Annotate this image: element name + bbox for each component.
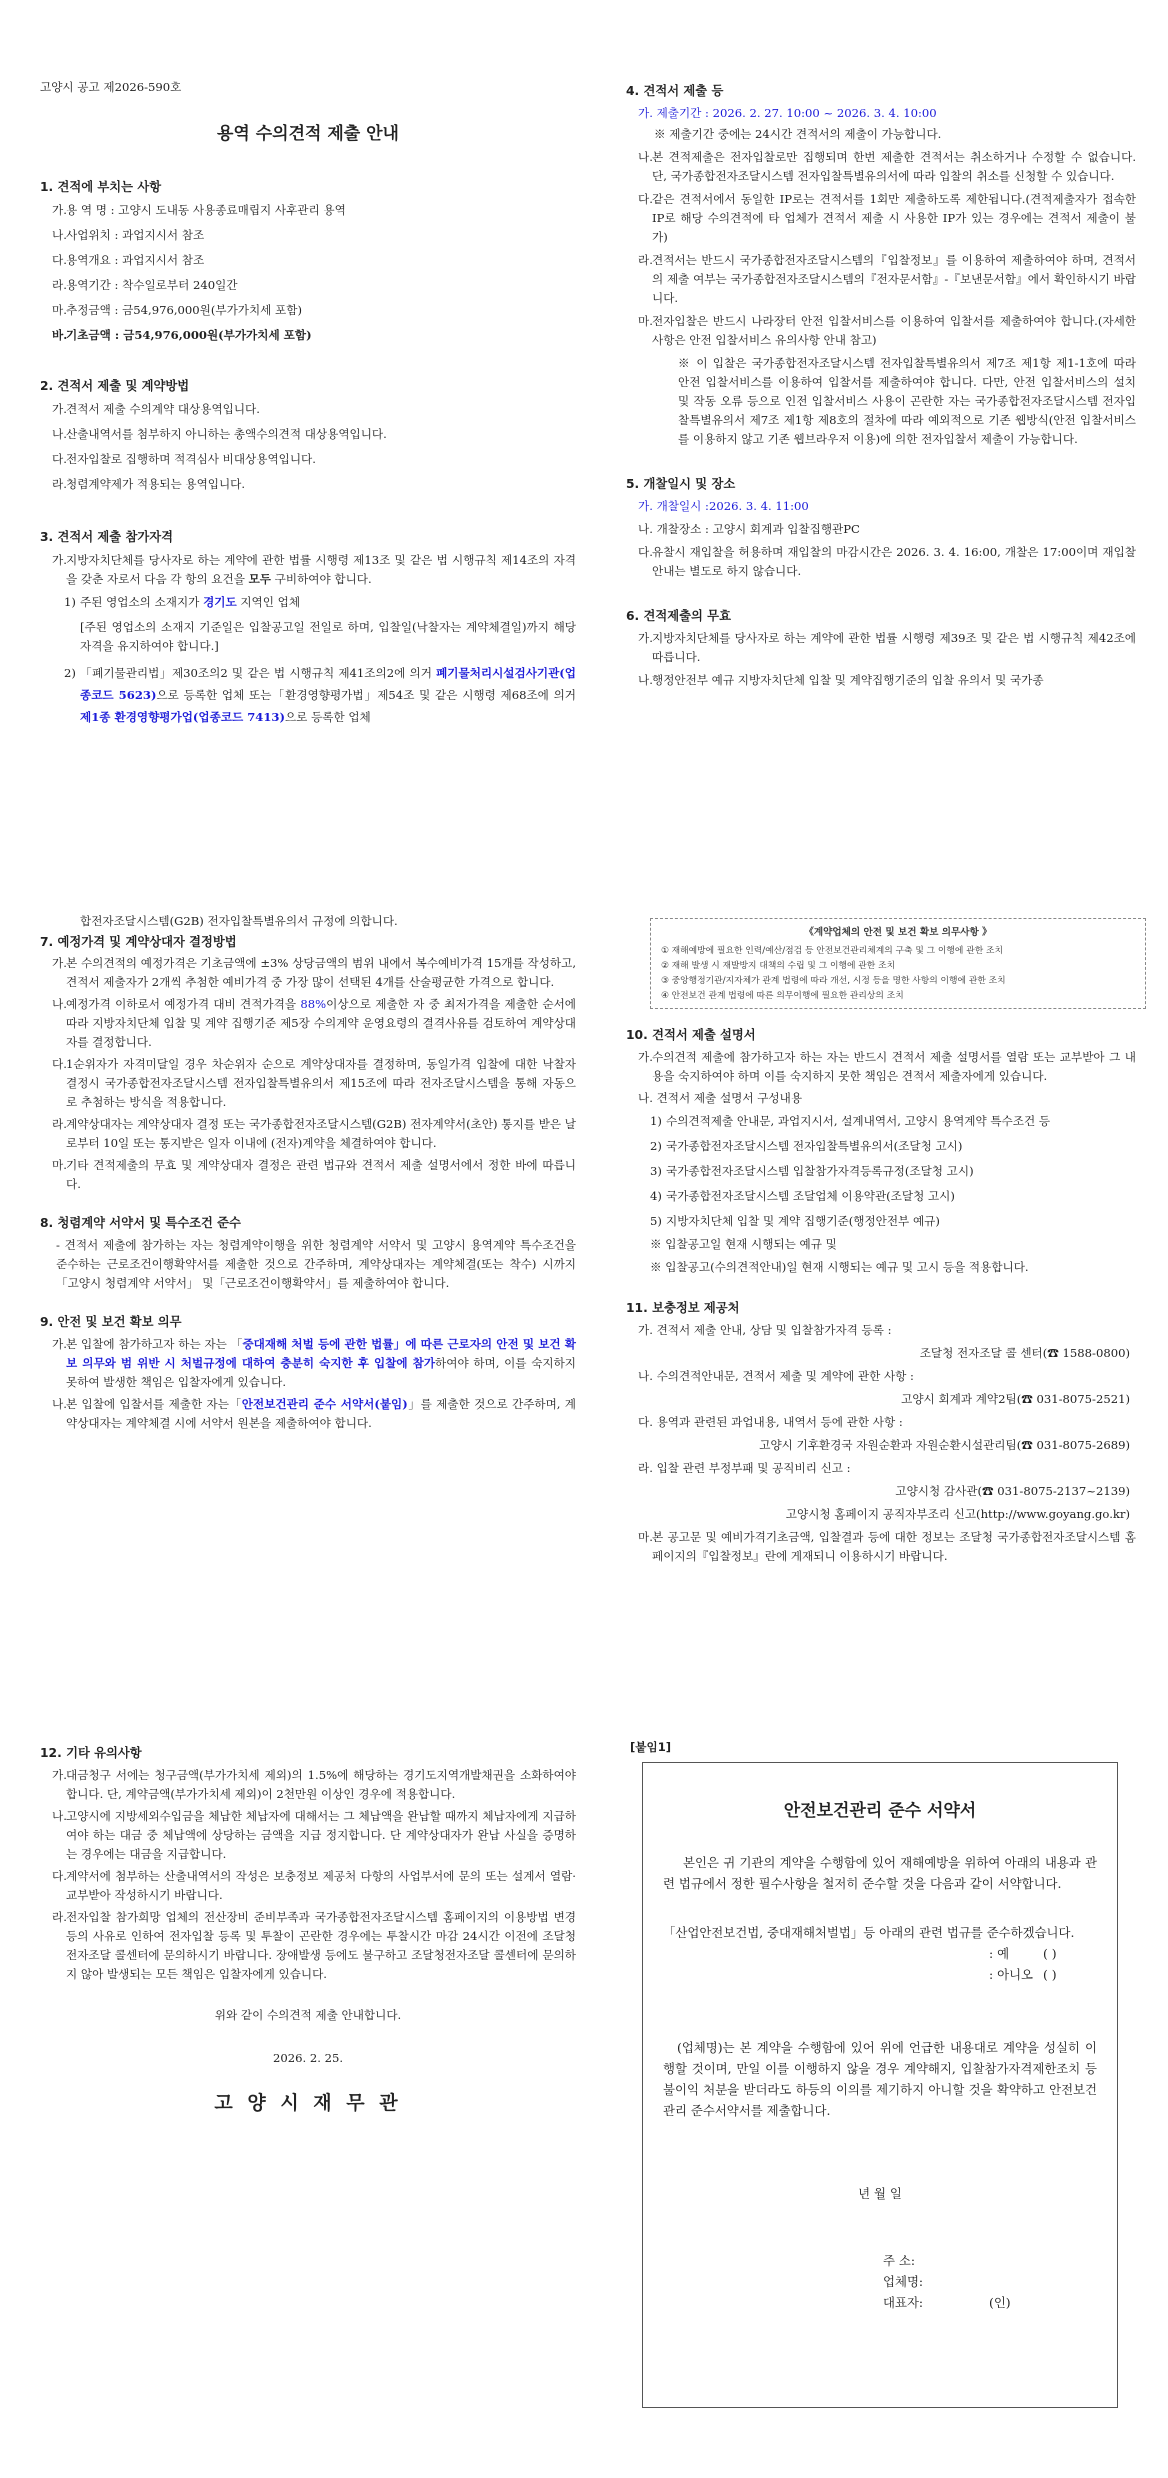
yes-checkbox[interactable]: ( ) — [1043, 1946, 1057, 1961]
section-9-heading: 9. 안전 및 보건 확보 의무 — [40, 1315, 182, 1329]
list-item: 마. 추정금액 : 금54,976,000원(부가가치세 포함) — [52, 303, 302, 317]
page1-left-column — [40, 78, 576, 728]
contact-line: 조달청 전자조달 콜 센터(☎ 1588-0800) — [919, 1346, 1130, 1360]
section-4-heading: 4. 견적서 제출 등 — [626, 84, 724, 98]
pledge-title: 안전보건관리 준수 서약서 — [783, 1801, 977, 1821]
list-item: 가. 지방자치단체를 당사자로 하는 계약에 관한 법률 시행령 제39조 및 같은 법 시행규칙 제42조에 따릅니다. — [638, 631, 1136, 664]
notice-date: 2026. 2. 25. — [272, 2051, 344, 2065]
note: ※ 입찰공고(수의견적안내)일 현재 시행되는 예규 및 고시 등을 적용합니다. — [650, 1260, 1029, 1274]
pledge-law-statement: 「산업안전보건법, 중대재해처벌법」등 아래의 관련 법규를 준수하겠습니다. — [663, 1925, 1075, 1940]
list-item: 다. 유찰시 재입찰을 허용하며 재입찰의 마감시간은 2026. 3. 4. 16:00, 개찰은 17:00이며 재입찰 안내는 별도로 하지 않습니다. — [638, 545, 1136, 578]
safety-obligations-box — [650, 918, 1146, 1009]
yes-label: : 예 — [989, 1946, 1010, 1961]
opening-place: 나. 개찰장소 : 고양시 회계과 입찰집행관PC — [638, 522, 860, 536]
contact-line: 고양시청 감사관(☎ 031-8075-2137~2139) — [895, 1484, 1130, 1498]
list-item: 마. 기타 견적제출의 무효 및 계약상대자 결정은 관련 법규와 견적서 제출 설명서에서 정한 바에 따릅니다. — [52, 1158, 576, 1191]
section-11-heading: 11. 보충정보 제공처 — [626, 1301, 740, 1315]
list-item: 나. 고양시에 지방세외수입금을 체납한 체납자에 대해서는 그 체납액을 완납할 때까지 체납자에게 지급하여야 하는 대금 중 체납액에 상당하는 금액을 지급 정지합니다. 단 계약상대자가 완납 사실을 증명하는 경우에는 대금을 지급합니다. — [52, 1809, 576, 1861]
pledge-commitment: (업체명)는 본 계약을 수행함에 있어 위에 언급한 내용대로 계약을 성실히 이행할 것이며, 만일 이를 이행하지 않을 경우 계약해지, 입찰참가자격제한조치 등 불이익 처분을 받더라도 하등의 이의를 제기하지 아니할 것을 확약하고 안전보건관리 준수서약서를 제출합니다. — [663, 2040, 1097, 2118]
section-2-heading: 2. 견적서 제출 및 계약방법 — [40, 379, 190, 393]
pledge-form — [642, 1762, 1118, 2408]
list-item: 다. 계약서에 첨부하는 산출내역서의 작성은 보충정보 제공처 다항의 사업부서에 문의 또는 설계서 열람·교부받아 작성하시기 바랍니다. — [52, 1869, 576, 1902]
list-item: 나. 사업위치 : 과업지시서 참조 — [52, 228, 205, 242]
safe-bid-note: ※ 이 입찰은 국가종합전자조달시스템 전자입찰특별유의서 제7조 제1항 제1-1호에 따라 안전 입찰서비스를 이용하여 입찰서를 제출하여야 합니다. 다만, 안전 입찰서비스의 설치 및 작동 오류 등으로 인전 입찰서비스 사용이 곤란한 자는 국가종합전자조달시스템 전자입찰특별유의서 제7조 제1항 제8호의 절차에 따라 예외적으로 기존 웹방식(안전 입찰서비스를 이용하지 않고 기존 웹브라우저 이용)에 의한 전자입찰서 제출이 가능합니다. — [678, 356, 1136, 446]
section-3-heading: 3. 견적서 제출 참가자격 — [40, 530, 173, 544]
representative-field: 대표자: (인) — [663, 2292, 1097, 2313]
closing-statement: 위와 같이 수의견적 제출 안내합니다. — [214, 2008, 402, 2022]
info-topic: 다. 용역과 관련된 과업내용, 내역서 등에 관한 사항 : — [638, 1415, 903, 1429]
section-10-heading: 10. 견적서 제출 설명서 — [626, 1028, 756, 1042]
list-item: 가. 용 역 명 : 고양시 도내동 사용종료매립지 사후관리 용역 — [52, 203, 346, 217]
no-checkbox[interactable]: ( ) — [1043, 1967, 1057, 1982]
contact-line: 고양시 기후환경국 자원순환과 자원순환시설관리팀(☎ 031-8075-2689) — [759, 1438, 1130, 1452]
page2-right-column — [626, 1026, 1136, 1566]
issuer-name: 고 양 시 재 무 관 — [214, 2092, 402, 2114]
list-item: 다. 전자입찰로 집행하며 적격심사 비대상용역입니다. — [52, 452, 316, 466]
attachment-label: [붙임1] — [630, 1740, 672, 1754]
list-item: 가. 대금청구 서에는 청구금액(부가가치세 제외)의 1.5%에 해당하는 경기도지역개발채권을 소화하여야 합니다. 단, 계약금액(부가가치세 제외)이 2천만원 이상인 경우에 적용합니다. — [52, 1768, 576, 1801]
list-item: 나. 예정가격 이하로서 예정가격 대비 견적가격을 88%이상으로 제출한 자 중 최저가격을 제출한 순서에 따라 지방자치단체 입찰 및 계약 집행기준 제5장 수의계약 운영요령의 결격사유를 검토하여 계약상대자를 결정합니다. — [52, 997, 576, 1049]
list-item: 1) 수의견적제출 안내문, 과업지시서, 설계내역서, 고양시 용역계약 특수조건 등 — [650, 1114, 1051, 1128]
section-7-heading: 7. 예정가격 및 계약상대자 결정방법 — [40, 935, 237, 949]
list-item: 라. 청렴계약제가 적용되는 용역입니다. — [52, 477, 246, 491]
obligation-item: ④ 안전보건 관계 법령에 따른 의무이행에 필요한 관리상의 조치 — [661, 991, 904, 1001]
info-topic: 가. 견적서 제출 안내, 상담 및 입찰참가자격 등록 : — [638, 1323, 892, 1337]
submission-period: 가. 제출기간 : 2026. 2. 27. 10:00 ~ 2026. 3. 4. 10:00 — [638, 106, 937, 120]
list-item: 나. 본 견적제출은 전자입찰로만 집행되며 한번 제출한 견적서는 취소하거나 수정할 수 없습니다. 단, 국가종합전자조달시스템 전자입찰특별유의서에 따라 입찰의 취소를 신청할 수 있습니다. — [638, 150, 1136, 183]
list-item: 다. 같은 견적서에서 동일한 IP로는 견적서를 1회만 제출하도록 제한됩니다.(견적제출자가 접속한 IP로 해당 수의견적에 타 업체가 견적서 제출 시 사용한 IP가 있는 경우에는 견적서 제출이 불가) — [638, 192, 1136, 244]
base-amount-item: 바. 기초금액 : 금54,976,000원(부가가치세 포함) — [52, 328, 312, 342]
yes-no-options — [663, 1943, 1097, 1985]
section-6-heading: 6. 견적제출의 무효 — [626, 609, 731, 623]
contact-line: 고양시청 홈페이지 공직자부조리 신고(http://www.goyang.go.kr) — [785, 1507, 1130, 1521]
page2-left-column — [40, 912, 576, 1433]
list-item: 가. 본 수의견적의 예정가격은 기초금액에 ±3% 상당금액의 범위 내에서 복수예비가격 15개를 작성하고, 견적서 제출자가 2개씩 추첨한 예비가격 중 가장 많이 선택된 4개를 산술평균한 가격으로 합니다. — [52, 956, 576, 989]
list-item: 가. 수의견적 제출에 참가하고자 하는 자는 반드시 견적서 제출 설명서를 열람 또는 교부받아 그 내용을 숙지하여야 하며 이를 숙지하지 못한 책임은 견적서 제출자에게 있습니다. — [638, 1050, 1136, 1083]
list-item: 마. 본 공고문 및 예비가격기초금액, 입찰결과 등에 대한 정보는 조달청 국가종합전자조달시스템 홈페이지의『입찰정보』란에 게재되니 이용하시기 바랍니다. — [638, 1530, 1136, 1563]
info-topic: 라. 입찰 관련 부정부패 및 공직비리 신고 : — [638, 1461, 851, 1475]
obligation-item: ③ 중앙행정기관/지자체가 관계 법령에 따라 개선, 시정 등을 명한 사항의 이행에 관한 조치 — [661, 976, 1006, 986]
contact-line: 고양시 회계과 계약2팀(☎ 031-8075-2521) — [901, 1392, 1130, 1406]
pledge-paragraph: 본인은 귀 기관의 계약을 수행함에 있어 재해예방을 위하여 아래의 내용과 관련 법규에서 정한 필수사항을 철저히 준수할 것을 다음과 같이 서약합니다. — [663, 1855, 1097, 1891]
list-item: 2) 「폐기물관리법」제30조의2 및 같은 법 시행규칙 제41조의2에 의거 폐기물처리시설검사기관(업종코드 5623)으로 등록한 업체 또는「환경영향평가법」제54조 및 같은 시행령 제68조에 의거 제1종 환경영향평가업(업종코드 7413)으로 등록한 업체 — [64, 666, 577, 724]
page3-left-column — [40, 1744, 576, 2113]
company-field: 업체명: — [883, 2274, 924, 2289]
pledge-text: - 견적서 제출에 참가하는 자는 청렴계약이행을 위한 청렴계약 서약서 및 고양시 용역계약 특수조건을 준수하는 근로조건이행확약서를 제출한 것으로 간주하며, 계약상대자는 계약체결(또는 착수) 시까지 「고양시 청렴계약 서약서」 및「근로조건이행확약서」를 제출하여야 합니다. — [56, 1238, 576, 1290]
list-item: 다. 1순위자가 자격미달일 경우 차순위자 순으로 계약상대자를 결정하며, 동일가격 입찰에 대한 낙찰자 결정시 국가종합전자조달시스템 전자입찰특별유의서 제15조에 따라 전자조달시스템을 통해 자동으로 추첨하는 방식을 적용합니다. — [52, 1057, 576, 1109]
list-item: 다. 용역개요 : 과업지시서 참조 — [52, 253, 205, 267]
seal-mark: (인) — [989, 2295, 1011, 2310]
notice-number: 고양시 공고 제2026-590호 — [40, 80, 182, 94]
list-item: 가. 견적서 제출 수의계약 대상용역입니다. — [52, 402, 260, 416]
list-item: 라. 견적서는 반드시 국가종합전자조달시스템의『입찰정보』를 이용하여 제출하여야 하며, 견적서의 제출 여부는 국가종합전자조달시스템의『전자문서함』-『보낸문서함』에서 확인하시기 바랍니다. — [638, 253, 1136, 305]
list-item: 1) 주된 영업소의 소재지가 경기도 지역인 업체 — [64, 595, 301, 609]
list-item: 5) 지방자치단체 입찰 및 계약 집행기준(행정안전부 예규) — [650, 1214, 940, 1228]
section-12-heading: 12. 기타 유의사항 — [40, 1746, 142, 1760]
note: ※ 입찰공고일 현재 시행되는 예규 및 — [650, 1237, 837, 1251]
page-title: 용역 수의견적 제출 안내 — [217, 124, 399, 144]
list-item: 4) 국가종합전자조달시스템 조달업체 이용약관(조달청 고시) — [650, 1189, 955, 1203]
section-5-heading: 5. 개찰일시 및 장소 — [626, 477, 736, 491]
list-item: 라. 계약상대자는 계약상대자 결정 또는 국가종합전자조달시스템(G2B) 전자계약서(초안) 통지를 받은 날로부터 10일 또는 통지받은 일자 이내에 (전자)계약을 체결하여야 합니다. — [52, 1117, 576, 1150]
section-1-heading: 1. 견적에 부치는 사항 — [40, 180, 162, 194]
signature-date: 년 월 일 — [858, 2186, 902, 2201]
no-label: : 아니오 — [989, 1967, 1034, 1982]
docs-heading: 나. 견적서 제출 설명서 구성내용 — [638, 1091, 803, 1105]
list-item: 마. 전자입찰은 반드시 나라장터 안전 입찰서비스를 이용하여 입찰서를 제출하여야 합니다.(자세한 사항은 안전 입찰서비스 유의사항 안내 참고) — [638, 314, 1136, 347]
opening-datetime: 가. 개찰일시 :2026. 3. 4. 11:00 — [638, 499, 809, 513]
info-topic: 나. 수의견적안내문, 견적서 제출 및 계약에 관한 사항 : — [638, 1369, 914, 1383]
list-item: 라. 용역기간 : 착수일로부터 240일간 — [52, 278, 238, 292]
list-item: 라. 전자입찰 참가희망 업체의 전산장비 준비부족과 국가종합전자조달시스템 홈페이지의 이용방법 변경 등의 사유로 인하여 전자입찰 등록 및 투찰이 곤란한 경우에는 투찰시간 마감 24시간 이전에 조달청전자조달 콜센터에 문의하시기 바랍니다. 장애발생 등에도 불구하고 조달청전자조달 콜센터에 문의하지 않아 발생되는 모든 책임은 입찰자에게 있습니다. — [52, 1910, 576, 1981]
list-item: 가. 본 입찰에 참가하고자 하는 자는 「중대재해 처벌 등에 관한 법률」에 따른 근로자의 안전 및 보건 확보 의무와 범 위반 시 처벌규정에 대하여 충분히 숙지한 후 입찰에 참가하여야 하며, 이를 숙지하지 못하여 발생한 책임은 입찰자에게 있습니다. — [52, 1337, 576, 1389]
list-item: 나. 본 입찰에 입찰서를 제출한 자는「안전보건관리 준수 서약서(붙임)」를 제출한 것으로 간주하며, 계약상대자는 계약체결 시에 서약서 원본을 제출하여야 합니다. — [52, 1397, 577, 1430]
page1-right-column — [626, 82, 1136, 690]
obligation-item: ② 재해 발생 시 재발방지 대책의 수립 및 그 이행에 관한 조치 — [661, 961, 896, 971]
continued-text: 합전자조달시스템(G2B) 전자입찰특별유의서 규정에 의합니다. — [80, 914, 398, 928]
list-item: 가. 지방자치단체를 당사자로 하는 계약에 관한 법률 시행령 제13조 및 같은 법 시행규칙 제14조의 자격을 갖춘 자로서 다음 각 항의 요건을 모두 구비하여야 합니다. — [52, 553, 576, 586]
list-item: 나. 행정안전부 예규 지방자치단체 입찰 및 계약집행기준의 입찰 유의서 및 국가종 — [638, 673, 1044, 687]
obligations-box-title: 《계약업체의 안전 및 보건 확보 의무사항 》 — [804, 927, 992, 938]
section-8-heading: 8. 청렴계약 서약서 및 특수조건 준수 — [40, 1216, 241, 1230]
address-field: 주 소: — [883, 2253, 916, 2268]
obligation-item: ① 재해예방에 필요한 인력/예산/점검 등 안전보건관리체계의 구축 및 그 이행에 관한 조치 — [661, 946, 1003, 956]
qualification-note: [주된 영업소의 소재지 기준일은 입찰공고일 전일로 하며, 입찰일(낙찰자는 계약체결일)까지 해당 자격을 유지하여야 합니다.] — [80, 620, 576, 653]
list-item: 2) 국가종합전자조달시스템 전자입찰특별유의서(조달청 고시) — [650, 1139, 963, 1153]
submission-note: ※ 제출기간 중에는 24시간 견적서의 제출이 가능합니다. — [654, 127, 942, 141]
list-item: 3) 국가종합전자조달시스템 입찰참가자격등록규정(조달청 고시) — [650, 1164, 974, 1178]
list-item: 나. 산출내역서를 첨부하지 아니하는 총액수의견적 대상용역입니다. — [52, 427, 387, 441]
